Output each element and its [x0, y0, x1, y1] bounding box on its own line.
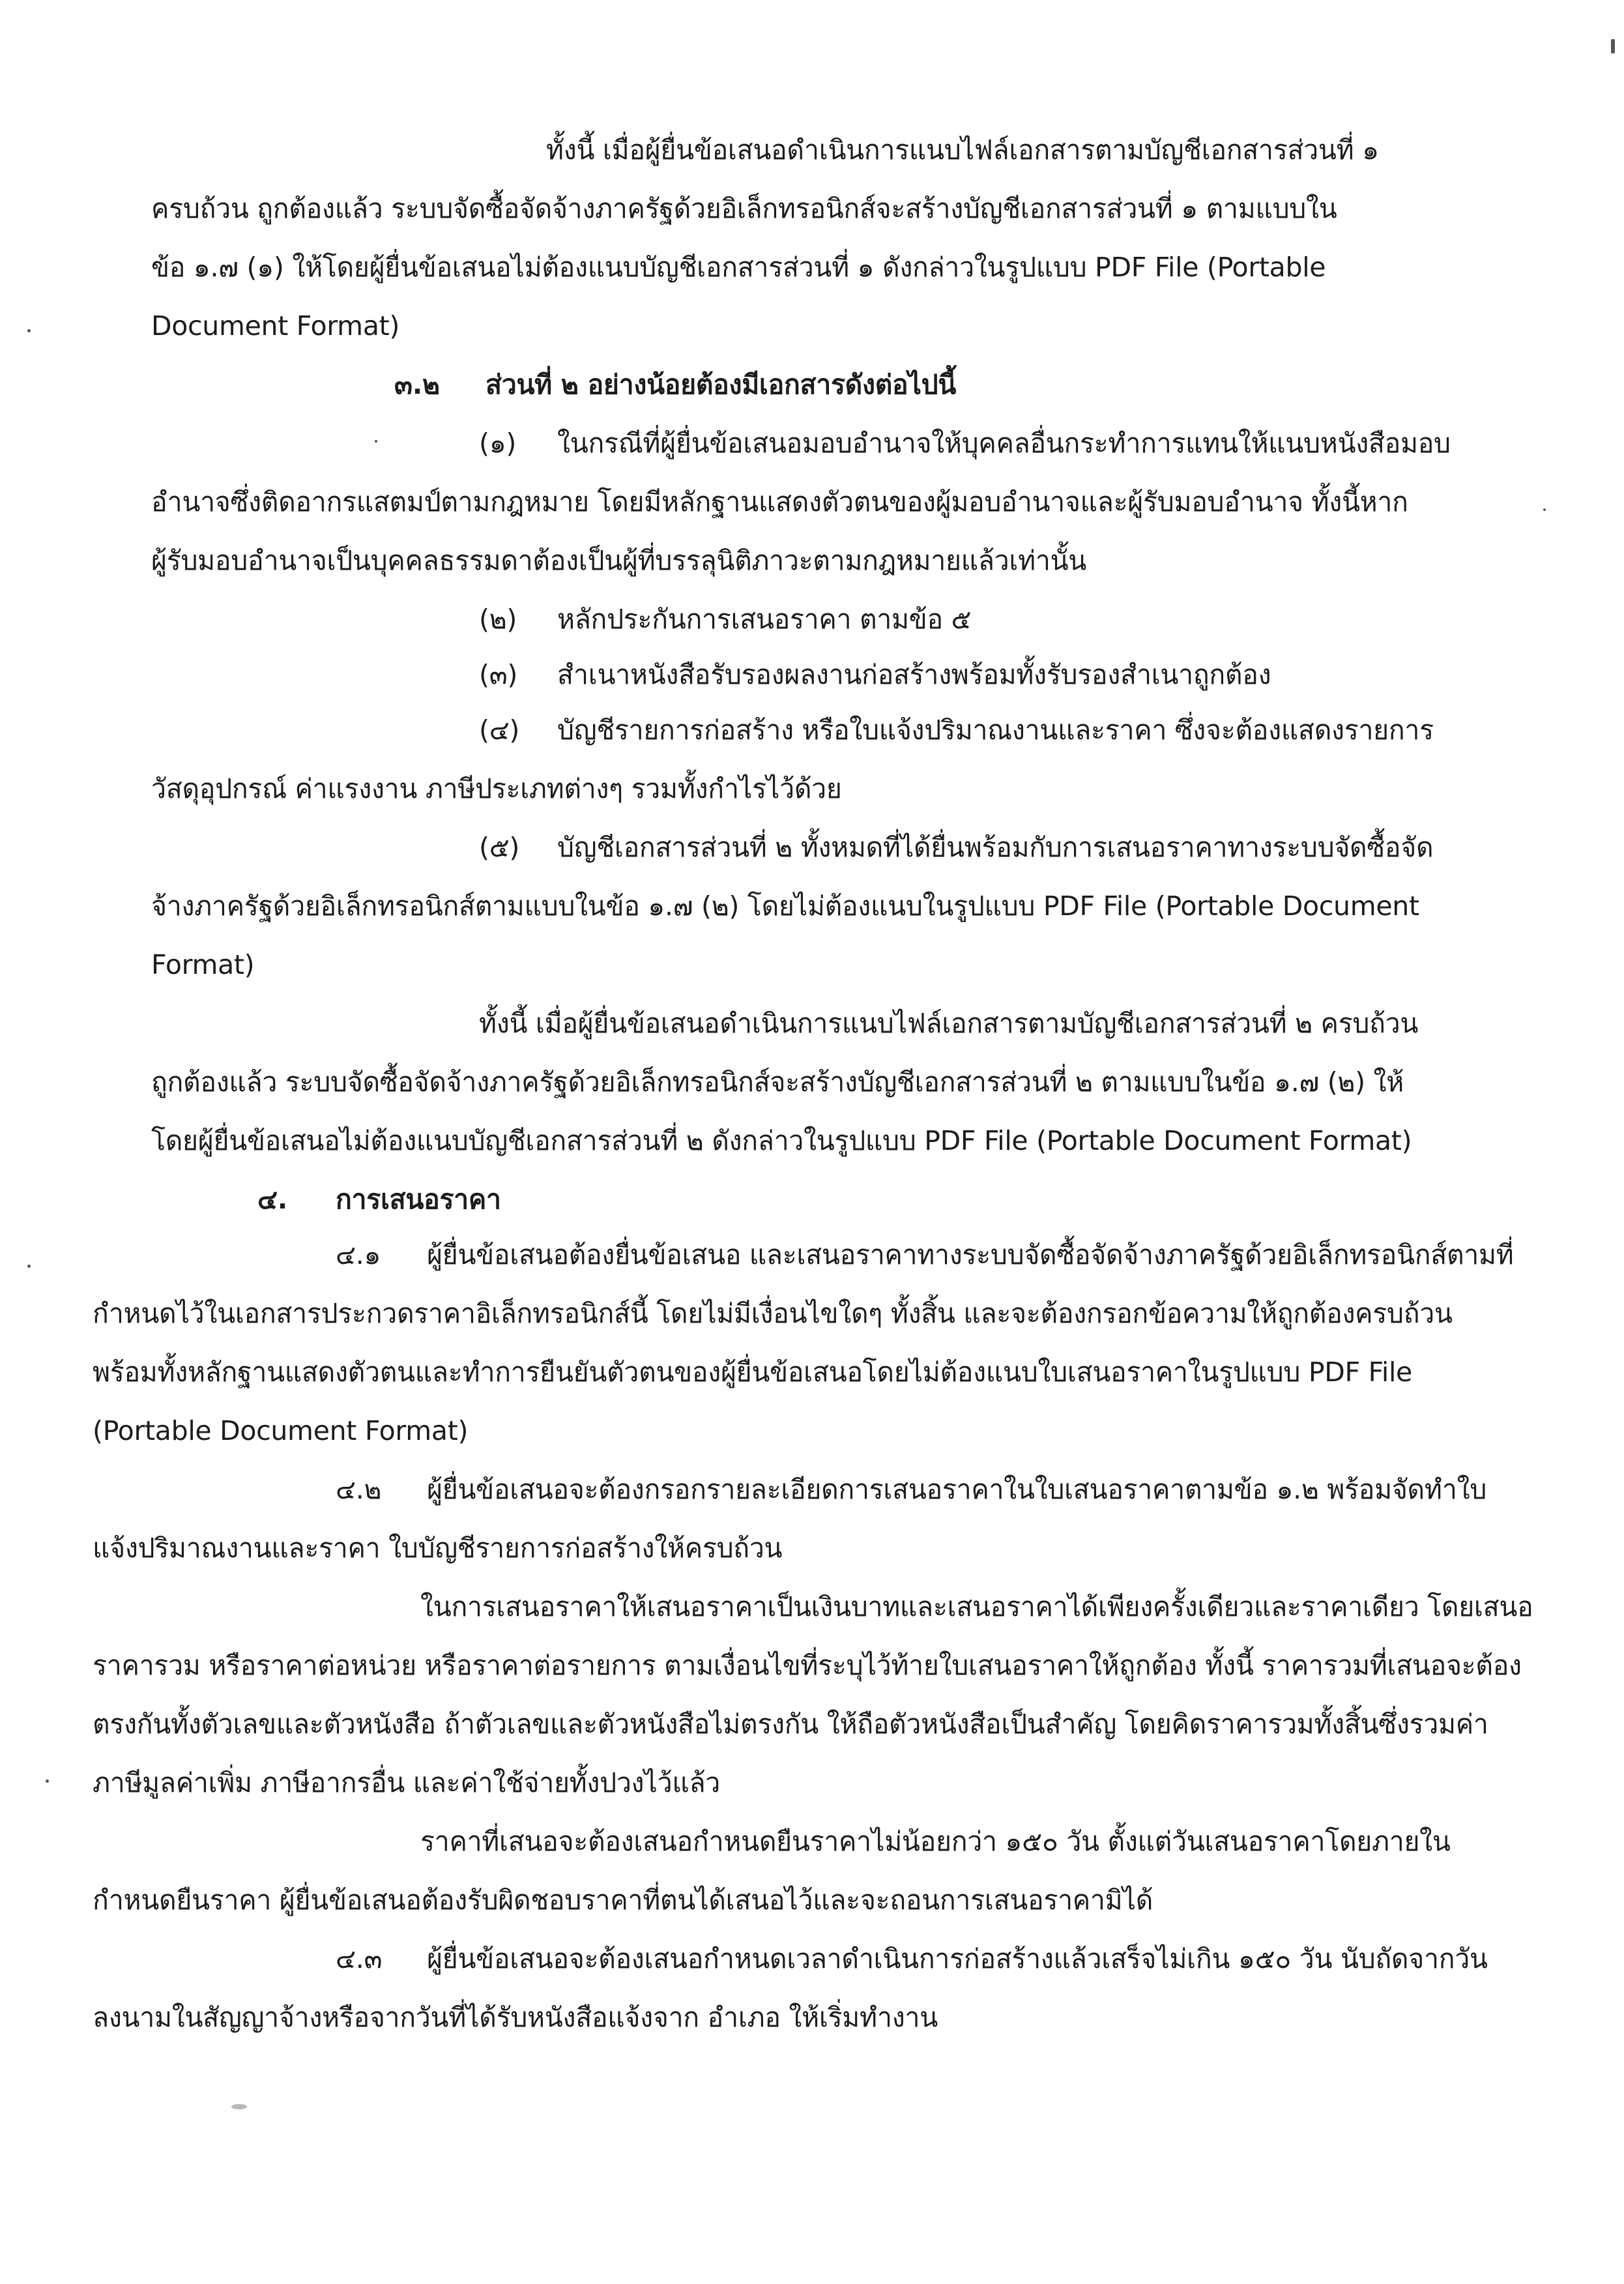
scan-smudge	[231, 2104, 247, 2109]
para-doc2-note-line3: โดยผู้ยื่นข้อเสนอไม่ต้องแนบบัญชีเอกสารส่วนที่ ๒ ดังกล่าวในรูปแบบ PDF File (Portable Document Format)	[151, 1125, 1412, 1156]
scan-speck	[27, 1265, 31, 1268]
clause-text: ผู้ยื่นข้อเสนอจะต้องเสนอกำหนดเวลาดำเนินการก่อสร้างแล้วเสร็จไม่เกิน ๑๕๐ วัน นับถัดจากวัน	[427, 1943, 1488, 1974]
list-item-5-cont1: จ้างภาครัฐด้วยอิเล็กทรอนิกส์ตามแบบในข้อ ๑.๗ (๒) โดยไม่ต้องแนบในรูปแบบ PDF File (Portable Document	[151, 890, 1419, 922]
clause-4-1-cont3: (Portable Document Format)	[93, 1415, 469, 1446]
clause-4-1	[336, 1235, 1513, 1274]
list-item-5-cont2: Format)	[151, 949, 255, 980]
clause-text: ผู้ยื่นข้อเสนอจะต้องกรอกรายละเอียดการเสนอราคาในใบเสนอราคาตามข้อ ๑.๒ พร้อมจัดทำใบ	[427, 1474, 1487, 1505]
section-4-heading	[257, 1180, 501, 1219]
section-title: ส่วนที่ ๒ อย่างน้อยต้องมีเอกสารดังต่อไปนี้	[486, 369, 957, 400]
para-doc1-note-line1: ทั้งนี้ เมื่อผู้ยื่นข้อเสนอดำเนินการแนบไฟล์เอกสารตามบัญชีเอกสารส่วนที่ ๑	[546, 134, 1379, 166]
item-text: สำเนาหนังสือรับรองผลงานก่อสร้างพร้อมทั้งรับรองสำเนาถูกต้อง	[557, 659, 1271, 690]
clause-4-3	[336, 1939, 1488, 1978]
item-number: (๒)	[479, 604, 517, 635]
clause-4-2-cont: แจ้งปริมาณงานและราคา ใบบัญชีรายการก่อสร้างให้ครบถ้วน	[93, 1532, 783, 1564]
list-item-3	[479, 655, 1271, 694]
list-item-2	[479, 600, 971, 639]
section-number: ๔.	[257, 1184, 288, 1215]
para-doc1-note-line3: ข้อ ๑.๗ (๑) ให้โดยผู้ยื่นข้อเสนอไม่ต้องแนบบัญชีเอกสารส่วนที่ ๑ ดังกล่าวในรูปแบบ PDF File (Portable	[151, 252, 1326, 283]
scan-speck	[375, 440, 377, 443]
item-text: หลักประกันการเสนอราคา ตามข้อ ๕	[557, 604, 972, 635]
scan-mark	[1611, 39, 1615, 53]
para-pricing-line3: ตรงกันทั้งตัวเลขและตัวหนังสือ ถ้าตัวเลขและตัวหนังสือไม่ตรงกัน ให้ถือตัวหนังสือเป็นสำคัญ โดยคิดราคารวมทั้งสิ้นซึ่งรวมค่า	[93, 1708, 1488, 1740]
item-text: บัญชีรายการก่อสร้าง หรือใบแจ้งปริมาณงานและราคา ซึ่งจะต้องแสดงรายการ	[557, 714, 1434, 746]
list-item-4	[479, 710, 1434, 750]
list-item-5	[479, 828, 1433, 867]
list-item-1-cont2: ผู้รับมอบอำนาจเป็นบุคคลธรรมดาต้องเป็นผู้ที่บรรลุนิติภาวะตามกฎหมายแล้วเท่านั้น	[151, 545, 1087, 576]
clause-4-1-cont1: กำหนดไว้ในเอกสารประกวดราคาอิเล็กทรอนิกส์นี้ โดยไม่มีเงื่อนไขใดๆ ทั้งสิ้น และจะต้องกรอกข้อความให้ถูกต้องครบถ้วน	[93, 1298, 1453, 1329]
list-item-4-cont: วัสดุอุปกรณ์ ค่าแรงงาน ภาษีประเภทต่างๆ รวมทั้งกำไรไว้ด้วย	[151, 773, 842, 804]
list-item-1-cont1: อำนาจซึ่งติดอากรแสตมป์ตามกฎหมาย โดยมีหลักฐานแสดงตัวตนของผู้มอบอำนาจและผู้รับมอบอำนาจ ทั้งนี้หาก	[151, 486, 1408, 518]
section-title: การเสนอราคา	[336, 1184, 501, 1215]
scan-speck	[1543, 508, 1546, 511]
item-text: ในกรณีที่ผู้ยื่นข้อเสนอมอบอำนาจให้บุคคลอื่นกระทำการแทนให้แนบหนังสือมอบ	[557, 428, 1451, 459]
clause-4-3-cont: ลงนามในสัญญาจ้างหรือจากวันที่ได้รับหนังสือแจ้งจาก อำเภอ ให้เริ่มทำงาน	[93, 2002, 938, 2033]
para-doc1-note-line4: Document Format)	[151, 310, 400, 342]
clause-4-1-cont2: พร้อมทั้งหลักฐานแสดงตัวตนและทำการยืนยันตัวตนของผู้ยื่นข้อเสนอโดยไม่ต้องแนบใบเสนอราคาในรูปแบบ PDF File	[93, 1356, 1412, 1388]
clause-text: ผู้ยื่นข้อเสนอต้องยื่นข้อเสนอ และเสนอราคาทางระบบจัดซื้อจัดจ้างภาครัฐด้วยอิเล็กทรอนิกส์ตามที่	[427, 1239, 1514, 1270]
para-pricing-line4: ภาษีมูลค่าเพิ่ม ภาษีอากรอื่น และค่าใช้จ่ายทั้งปวงไว้แล้ว	[93, 1767, 720, 1798]
clause-number: ๔.๓	[336, 1943, 383, 1974]
clause-4-2	[336, 1470, 1486, 1509]
para-doc2-note-line2: ถูกต้องแล้ว ระบบจัดซื้อจัดจ้างภาครัฐด้วยอิเล็กทรอนิกส์จะสร้างบัญชีเอกสารส่วนที่ ๒ ตามแบบในข้อ ๑.๗ (๒) ให้	[151, 1066, 1404, 1098]
item-number: (๓)	[479, 659, 518, 690]
item-number: (๑)	[479, 428, 517, 459]
para-pricing-line1: ในการเสนอราคาให้เสนอราคาเป็นเงินบาทและเสนอราคาได้เพียงครั้งเดียวและราคาเดียว โดยเสนอ	[420, 1591, 1533, 1622]
scan-speck	[46, 1779, 49, 1783]
clause-number: ๔.๒	[336, 1474, 382, 1505]
para-doc2-note-line1: ทั้งนี้ เมื่อผู้ยื่นข้อเสนอดำเนินการแนบไฟล์เอกสารตามบัญชีเอกสารส่วนที่ ๒ ครบถ้วน	[479, 1008, 1419, 1039]
para-validity-line1: ราคาที่เสนอจะต้องเสนอกำหนดยืนราคาไม่น้อยกว่า ๑๕๐ วัน ตั้งแต่วันเสนอราคาโดยภายใน	[420, 1826, 1451, 1857]
item-number: (๔)	[479, 714, 520, 746]
section-number: ๓.๒	[394, 369, 440, 400]
para-doc1-note-line2: ครบถ้วน ถูกต้องแล้ว ระบบจัดซื้อจัดจ้างภาครัฐด้วยอิเล็กทรอนิกส์จะสร้างบัญชีเอกสารส่วนที่ ๑ ตามแบบใน	[151, 193, 1337, 224]
scan-speck	[27, 329, 31, 332]
item-number: (๕)	[479, 832, 520, 863]
para-pricing-line2: ราคารวม หรือราคาต่อหน่วย หรือราคาต่อรายการ ตามเงื่อนไขที่ระบุไว้ท้ายใบเสนอราคาให้ถูกต้อง ทั้งนี้ ราคารวมที่เสนอจะต้อง	[93, 1650, 1522, 1681]
list-item-1	[479, 424, 1451, 463]
section-3-2-heading	[394, 365, 956, 404]
para-validity-line2: กำหนดยืนราคา ผู้ยื่นข้อเสนอต้องรับผิดชอบราคาที่ตนได้เสนอไว้และจะถอนการเสนอราคามิได้	[93, 1884, 1153, 1916]
item-text: บัญชีเอกสารส่วนที่ ๒ ทั้งหมดที่ได้ยื่นพร้อมกับการเสนอราคาทางระบบจัดซื้อจัด	[557, 832, 1434, 863]
clause-number: ๔.๑	[336, 1239, 381, 1270]
